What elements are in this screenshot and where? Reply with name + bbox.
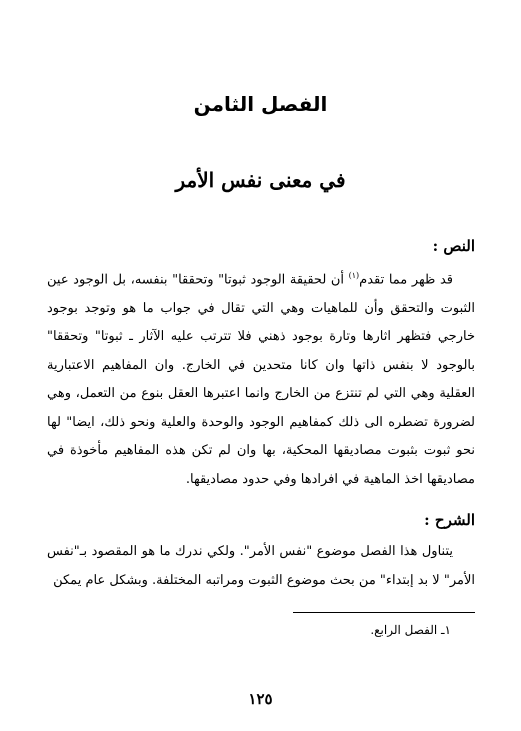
- footnote: ١ـ الفصل الرابع.: [370, 623, 451, 637]
- main-text-rest: أن لحقيقة الوجود ثبوتا" وتحققا" بنفسه، بل الوجود عين الثبوت والتحقق وأن للماهيات وهي التي تقال في جواب ما هو وتوجد بوجود خارجي فتظهر اثارها وتارة بوجود ذهني فلا تترتب عليه الآثار ـ ثبوتا" وتحققا" بالوجود لا بنفس ذاتها وان كانا متحدين في الخارج. وان المفاهيم الاعتبارية العقلية وهي التي لم تنتزع من الخارج وانما اعتبرها العقل بنوع من التعمل، وهي لضرورة تضطره الى ذلك كمفاهيم الوجود والوحدة والعلية ونحو ذلك، ايضا" لها نحو ثبوت بثبوت مصاديقها المحكية، بها وان لم تكن هذه المفاهيم مأخوذة في مصاديقها اخذ الماهية في افرادها وفي حدود مصاديقها.: [47, 272, 475, 487]
- main-text-start: قد ظهر مما تقدم: [359, 272, 453, 288]
- text-section-label: النص :: [432, 237, 475, 255]
- main-text-paragraph: [47, 262, 475, 494]
- footnote-divider: [293, 612, 475, 613]
- commentary-section-label: الشرح :: [424, 511, 475, 529]
- chapter-title: الفصل الثامن: [193, 92, 328, 116]
- footnote-reference: (١): [348, 271, 360, 280]
- commentary-paragraph: [47, 538, 475, 595]
- commentary-text: يتناول هذا الفصل موضوع "نفس الأمر". ولكي ندرك ما هو المقصود بـ"نفس الأمر" لا بد إبتداء" من بحث موضوع الثبوت ومراتبه المختلفة. وبشكل عام يمكن: [47, 544, 475, 588]
- page-number: ١٢٥: [248, 690, 273, 708]
- chapter-subtitle: في معنى نفس الأمر: [175, 168, 346, 192]
